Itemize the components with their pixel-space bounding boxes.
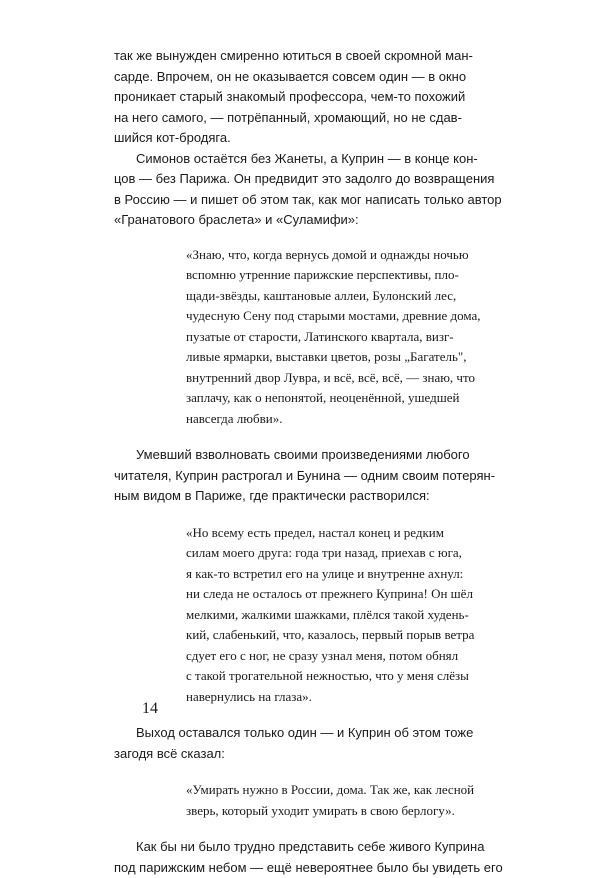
paragraph-3 — [114, 445, 496, 507]
quote-line: мелкими, жалкими шажками, плёлся такой худень- — [186, 605, 496, 626]
quote-line: щади-звёзды, каштановые аллеи, Булонский лес, — [186, 286, 496, 307]
spacer — [114, 821, 496, 837]
spacer — [114, 429, 496, 445]
page-body — [114, 46, 496, 878]
quote-line: сдует его с ног, не сразу узнал меня, потом обнял — [186, 646, 496, 667]
spacer — [114, 507, 496, 523]
spacer — [114, 231, 496, 245]
spacer — [114, 764, 496, 780]
text-line: так же вынужден смиренно ютиться в своей скромной ман- — [114, 46, 496, 67]
page-number: 14 — [142, 700, 158, 718]
text-line: «Гранатового браслета» и «Суламифи»: — [114, 210, 496, 231]
quote-line: вспомню утренние парижские перспективы, пло- — [186, 265, 496, 286]
quote-line: с такой трогательной нежностью, что у меня слёзы — [186, 666, 496, 687]
quote-line: зверь, который уходит умирать в свою берлогу». — [186, 801, 496, 822]
text-line: Как бы ни было трудно представить себе живого Куприна — [114, 837, 496, 858]
text-line: Умевший взволновать своими произведениями любого — [114, 445, 496, 466]
quote-line: внутренний двор Лувра, и всё, всё, всё, — знаю, что — [186, 368, 496, 389]
text-line: проникает старый знакомый профессора, чем-то похожий — [114, 87, 496, 108]
quote-line: я как-то встретил его на улице и внутренне ахнул: — [186, 564, 496, 585]
text-line: под парижским небом — ещё невероятнее было бы увидеть его — [114, 858, 496, 878]
quote-line: навернулись на глаза». — [186, 687, 496, 708]
quote-line: заплачу, как о непонятой, неоценённой, ушедшей — [186, 388, 496, 409]
text-line: цов — без Парижа. Он предвидит это задолго до возвращения — [114, 169, 496, 190]
quote-line: ливые ярмарки, выставки цветов, розы „Багатель", — [186, 347, 496, 368]
text-line: загодя всё сказал: — [114, 744, 496, 765]
quote-line: «Умирать нужно в России, дома. Так же, как лесной — [186, 780, 496, 801]
paragraph-5 — [114, 837, 496, 878]
paragraph-2 — [114, 149, 496, 231]
quote-line: силам моего друга: года три назад, приехав с юга, — [186, 543, 496, 564]
quote-line: кий, слабенький, что, казалось, первый порыв ветра — [186, 625, 496, 646]
quote-line: ни следа не осталось от прежнего Куприна! Он шёл — [186, 584, 496, 605]
text-line: сарде. Впрочем, он не оказывается совсем один — в окно — [114, 67, 496, 88]
text-line: Симонов остаётся без Жанеты, а Куприн — в конце кон- — [114, 149, 496, 170]
quote-line: чудесную Сену под старыми мостами, древние дома, — [186, 306, 496, 327]
quote-line: пузатые от старости, Латинского квартала, визг- — [186, 327, 496, 348]
text-line: на него самого, — потрёпанный, хромающий, но не сдав- — [114, 108, 496, 129]
text-line: в Россию — и пишет об этом так, как мог написать только автор — [114, 190, 496, 211]
spacer — [114, 707, 496, 723]
paragraph-4 — [114, 723, 496, 764]
text-line: ным видом в Париже, где практически растворился: — [114, 486, 496, 507]
quote-2 — [114, 523, 496, 708]
quote-1 — [114, 245, 496, 430]
quote-line: «Знаю, что, когда вернусь домой и однажды ночью — [186, 245, 496, 266]
quote-line: навсегда любви». — [186, 409, 496, 430]
paragraph-1 — [114, 46, 496, 149]
text-line: шийся кот-бродяга. — [114, 128, 496, 149]
quote-3 — [114, 780, 496, 821]
text-line: Выход оставался только один — и Куприн об этом тоже — [114, 723, 496, 744]
text-line: читателя, Куприн растрогал и Бунина — одним своим потерян- — [114, 466, 496, 487]
quote-line: «Но всему есть предел, настал конец и редким — [186, 523, 496, 544]
